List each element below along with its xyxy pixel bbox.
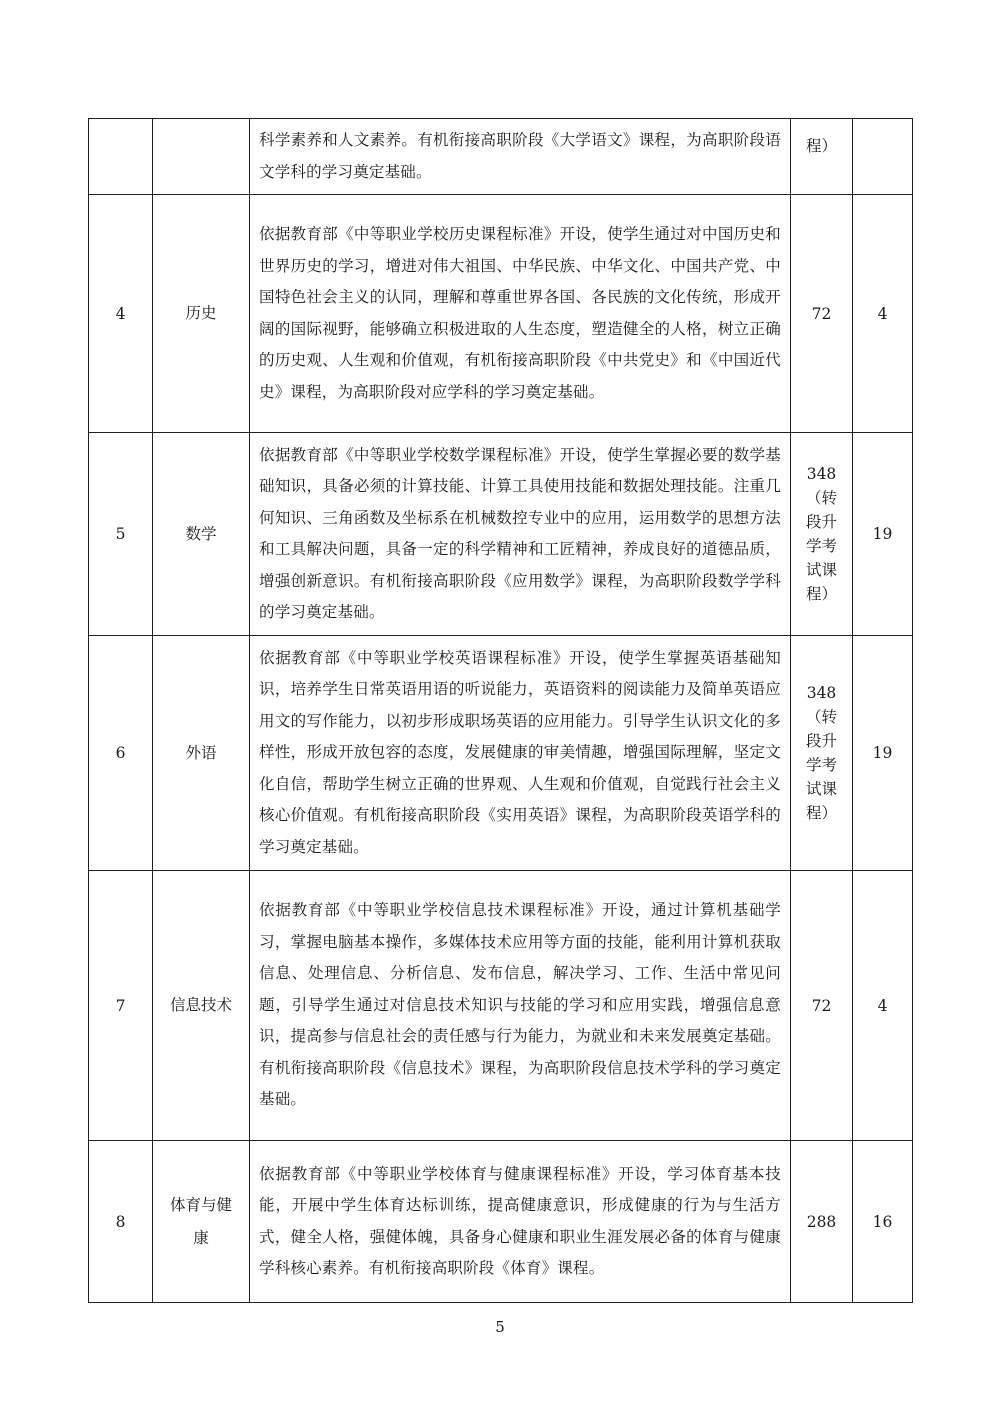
table-row — [89, 1141, 913, 1303]
course-description-text: 依据教育部《中等职业学校历史课程标准》开设，使学生通过对中国历史和世界历史的学习，增进对伟大祖国、中华民族、中华文化、中国共产党、中国特色社会主义的认同，理解和尊重世界各国、各民族的文化传统，形成开阔的国际视野，能够确立积极进取的人生态度，塑造健全的人格，树立正确的历史观、人生观和价值观，有机衔接高职阶段《中共党史》和《中国近代史》课程，为高职阶段对应学科的学习奠定基础。 — [259, 225, 781, 401]
row-number: 6 — [89, 636, 153, 871]
table-row — [89, 636, 913, 871]
course-description — [250, 1141, 791, 1303]
page-number: 5 — [495, 1318, 505, 1336]
course-hours-text: 程） — [805, 136, 837, 155]
row-number: 5 — [89, 433, 153, 636]
course-description — [250, 871, 791, 1141]
course-description — [250, 195, 791, 433]
course-hours — [791, 636, 853, 871]
course-hours-text: 72 — [811, 996, 832, 1015]
course-description — [250, 119, 791, 195]
course-hours-text: 288 — [806, 1212, 837, 1231]
row-number — [89, 119, 153, 195]
course-description-text: 依据教育部《中等职业学校体育与健康课程标准》开设，学习体育基本技能，开展中学生体育达标训练，提高健康意识，形成健康的行为与生活方式，健全人格，强健体魄，具备身心健康和职业生涯发展必备的体育与健康学科核心素养。有机衔接高职阶段《体育》课程。 — [259, 1164, 781, 1277]
course-hours — [791, 195, 853, 433]
course-table — [88, 118, 913, 1303]
table-row — [89, 871, 913, 1141]
course-credits: 16 — [853, 1141, 913, 1303]
row-number: 8 — [89, 1141, 153, 1303]
course-hours — [791, 1141, 853, 1303]
course-credits: 4 — [853, 871, 913, 1141]
course-name: 信息技术 — [153, 871, 250, 1141]
course-credits: 4 — [853, 195, 913, 433]
course-description-text: 依据教育部《中等职业学校信息技术课程标准》开设，通过计算机基础学习，掌握电脑基本操作，多媒体技术应用等方面的技能，能利用计算机获取信息、处理信息、分析信息、发布信息，解决学习、工作、生活中常见问题，引导学生通过对信息技术知识与技能的学习和应用实践，增强信息意识，提高参与信息社会的责任感与行为能力，为就业和未来发展奠定基础。有机衔接高职阶段《信息技术》课程，为高职阶段信息技术学科的学习奠定基础。 — [259, 901, 781, 1109]
course-name — [153, 119, 250, 195]
course-hours — [791, 433, 853, 636]
course-description — [250, 433, 791, 636]
course-name: 数学 — [153, 433, 250, 636]
course-credits: 19 — [853, 636, 913, 871]
course-hours-text: 348（转段升学考试课程） — [805, 684, 837, 822]
course-name: 外语 — [153, 636, 250, 871]
course-description-text: 科学素养和人文素养。有机衔接高职阶段《大学语文》课程，为高职阶段语文学科的学习奠定基础。 — [259, 131, 781, 181]
course-hours-text: 72 — [811, 304, 832, 323]
course-description — [250, 636, 791, 871]
course-name: 体育与健康 — [153, 1141, 250, 1303]
table-row — [89, 119, 913, 195]
course-description-text: 依据教育部《中等职业学校英语课程标准》开设，使学生掌握英语基础知识，培养学生日常英语用语的听说能力，英语资料的阅读能力及简单英语应用文的写作能力，以初步形成职场英语的应用能力。引导学生认识文化的多样性，形成开放包容的态度，发展健康的审美情趣，增强国际理解，坚定文化自信，帮助学生树立正确的世界观、人生观和价值观，自觉践行社会主义核心价值观。有机衔接高职阶段《实用英语》课程，为高职阶段英语学科的学习奠定基础。 — [259, 648, 781, 856]
row-number: 7 — [89, 871, 153, 1141]
course-name: 历史 — [153, 195, 250, 433]
table-row — [89, 195, 913, 433]
table-row — [89, 433, 913, 636]
course-credits — [853, 119, 913, 195]
course-hours — [791, 119, 853, 195]
row-number: 4 — [89, 195, 153, 433]
course-credits: 19 — [853, 433, 913, 636]
course-hours-text: 348（转段升学考试课程） — [805, 465, 837, 603]
course-hours — [791, 871, 853, 1141]
course-description-text: 依据教育部《中等职业学校数学课程标准》开设，使学生掌握必要的数学基础知识，具备必须的计算技能、计算工具使用技能和数据处理技能。注重几何知识、三角函数及坐标系在机械数控专业中的应用，运用数学的思想方法和工具解决问题，具备一定的科学精神和工匠精神，养成良好的道德品质，增强创新意识。有机衔接高职阶段《应用数学》课程，为高职阶段数学学科的学习奠定基础。 — [259, 445, 781, 621]
